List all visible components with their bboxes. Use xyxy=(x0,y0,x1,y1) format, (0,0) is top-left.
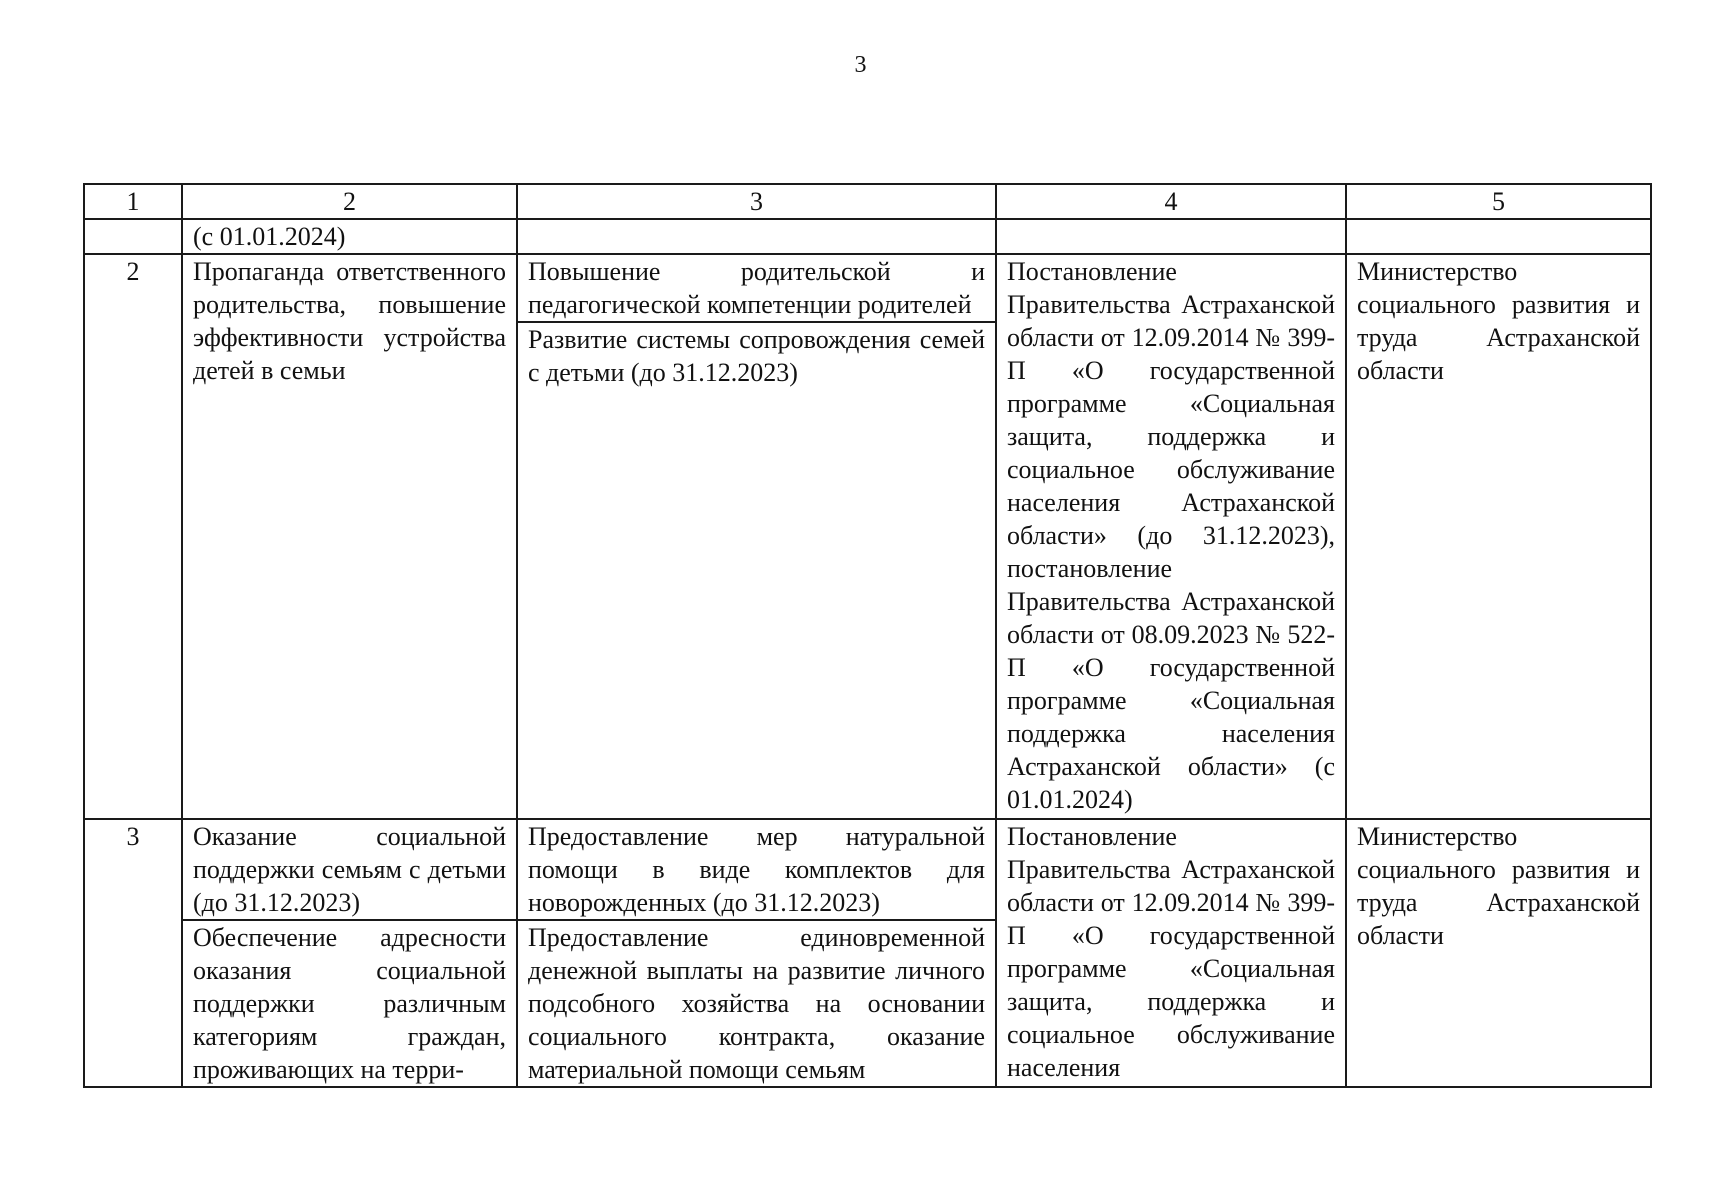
row-number: 3 xyxy=(84,819,182,1087)
cell-task: Развитие системы сопровождения семей с детьми (до 31.12.2023) xyxy=(517,322,996,819)
cell-empty xyxy=(517,219,996,254)
cell-responsible: Министерство социального развития и труда Астраханской области xyxy=(1346,254,1651,819)
header-col-1: 1 xyxy=(84,184,182,219)
cell-continuation-text: (с 01.01.2024) xyxy=(182,219,517,254)
cell-goal: Пропаганда ответственного родительства, повышение эффективности устройства детей в семьи xyxy=(182,254,517,819)
row-number: 2 xyxy=(84,254,182,819)
cell-task: Повышение родительской и педагогической компетенции родителей xyxy=(517,254,996,322)
cell-legal-act xyxy=(996,819,1346,1087)
table-row-continuation xyxy=(84,219,1651,254)
table-row-3 xyxy=(84,819,1651,920)
cell-task xyxy=(517,920,996,1087)
program-table xyxy=(83,183,1652,1088)
header-col-4: 4 xyxy=(996,184,1346,219)
cell-empty xyxy=(996,219,1346,254)
table-header-row xyxy=(84,184,1651,219)
task-text: Предоставление единовременной денежной выплаты на развитие личного подсобного хозяйства на основании социального контракта, оказание материальной помощи семьям xyxy=(528,923,985,1084)
page-number: 3 xyxy=(854,52,867,78)
cell-legal-act: Постановление Правительства Астраханской области от 12.09.2014 № 399-П «О государственной программе «Социальная защита, поддержка и социальное обслуживание населения Астраханской области» (до 31.12.2023), постановление Правительства Астраханской области от 08.09.2023 № 522-П «О государственной программе «Социальная поддержка населения Астраханской области» (с 01.01.2024) xyxy=(996,254,1346,819)
cell-goal xyxy=(182,920,517,1087)
header-col-3: 3 xyxy=(517,184,996,219)
cell-goal: Оказание социальной поддержки семьям с детьми (до 31.12.2023) xyxy=(182,819,517,920)
cell-empty xyxy=(84,219,182,254)
cell-empty xyxy=(1346,219,1651,254)
cell-responsible: Министерство социального развития и труда Астраханской области xyxy=(1346,819,1651,1087)
header-col-2: 2 xyxy=(182,184,517,219)
header-col-5: 5 xyxy=(1346,184,1651,219)
table-row-2 xyxy=(84,254,1651,322)
goal-text: Обеспечение адресности оказания социальной поддержки различным категориям граждан, проживающих на терри- xyxy=(193,923,506,1084)
cell-task: Предоставление мер натуральной помощи в виде комплектов для новорожденных (до 31.12.2023) xyxy=(517,819,996,920)
legal-act-text: Постановление Правительства Астраханской области от 12.09.2014 № 399-П «О государственной программе «Социальная защита, поддержка и социальное обслуживание населения xyxy=(1007,822,1335,1082)
